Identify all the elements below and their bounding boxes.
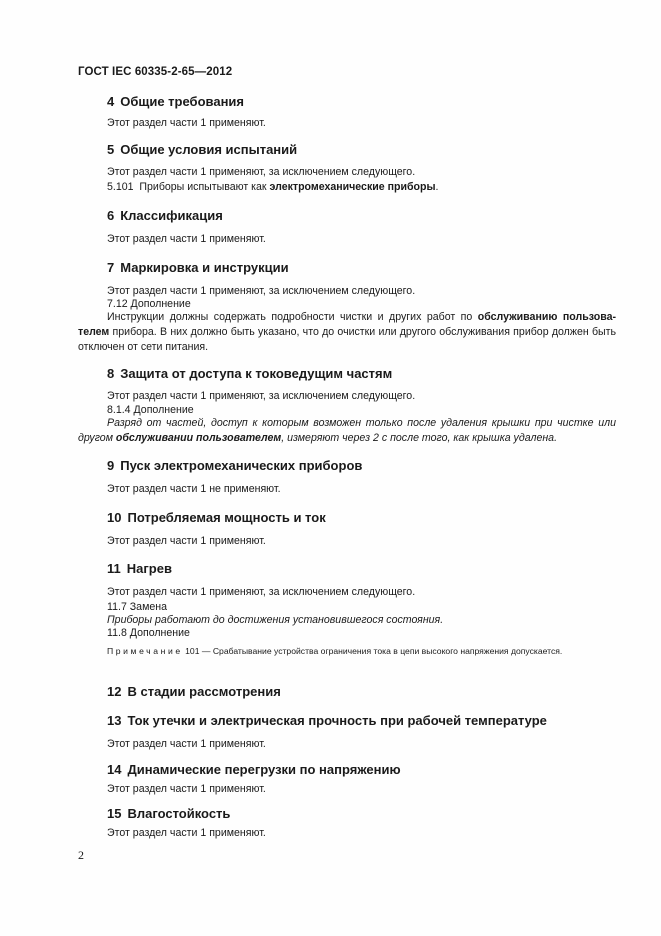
section-title: Пуск электромеханических приборов [120, 458, 363, 473]
clause-5-101: 5.101 Приборы испытывают как электромеханические приборы. [107, 181, 439, 193]
section-number: 5 [107, 142, 115, 157]
section-9-text: Этот раздел части 1 не применяют. [107, 483, 281, 495]
note-text: 101 — Срабатывание устройства ограничения тока в цепи высокого напряжения допускается. [182, 646, 563, 656]
section-number: 10 [107, 510, 122, 525]
section-number: 8 [107, 366, 115, 381]
section-number: 15 [107, 806, 122, 821]
clause-11-7-text: Приборы работают до достижения установившегося состояния. [107, 614, 444, 626]
section-number: 6 [107, 208, 115, 223]
section-number: 4 [107, 94, 115, 109]
section-title: Общие требования [120, 94, 244, 109]
section-title: Потребляемая мощность и ток [127, 510, 326, 525]
section-6-heading [107, 208, 223, 223]
section-title: Маркировка и инструкции [120, 260, 289, 275]
clause-8-1-4: 8.1.4 Дополнение [107, 404, 194, 416]
section-7-heading [107, 260, 289, 275]
section-10-text: Этот раздел части 1 применяют. [107, 535, 266, 547]
section-number: 13 [107, 713, 122, 728]
clause-11-8: 11.8 Дополнение [107, 627, 190, 639]
section-title: Классификация [120, 208, 223, 223]
section-8-heading [107, 366, 392, 381]
section-7-text: Этот раздел части 1 применяют, за исключением следующего. [107, 285, 416, 297]
section-number: 14 [107, 762, 122, 777]
document-header: ГОСТ IEC 60335-2-65—2012 [78, 66, 233, 78]
section-title: Защита от доступа к токоведущим частям [120, 366, 393, 381]
section-15-text: Этот раздел части 1 применяют. [107, 827, 266, 839]
section-title: Общие условия испытаний [120, 142, 298, 157]
section-title: Нагрев [126, 561, 172, 576]
note-label: Примечание [107, 646, 183, 656]
section-number: 7 [107, 260, 115, 275]
section-5-text: Этот раздел части 1 применяют, за исключением следующего. [107, 166, 416, 178]
section-number: 12 [107, 684, 122, 699]
section-14-heading [107, 762, 401, 777]
section-15-heading [107, 806, 230, 821]
section-8-text: Этот раздел части 1 применяют, за исключением следующего. [107, 390, 416, 402]
defined-term: электромеханические приборы [269, 181, 436, 193]
clause-7-12-paragraph: Инструкции должны содержать подробности чистки и других работ по обслуживанию пользова-телем прибора. В них должно быть указано, что до очистки или другого обслуживания прибор должен быть отключен от сети питания. [78, 311, 616, 353]
section-title: Ток утечки и электрическая прочность при рабочей температуре [127, 713, 547, 728]
note-101 [78, 645, 616, 658]
section-title: Влагостойкость [127, 806, 231, 821]
section-11-text: Этот раздел части 1 применяют, за исключением следующего. [107, 586, 416, 598]
section-5-heading [107, 142, 297, 157]
section-title: В стадии рассмотрения [127, 684, 281, 699]
section-title: Динамические перегрузки по напряжению [127, 762, 401, 777]
section-number: 11 [107, 561, 121, 576]
section-9-heading [107, 458, 362, 473]
section-10-heading [107, 510, 326, 525]
page-number: 2 [78, 848, 84, 862]
section-14-text: Этот раздел части 1 применяют. [107, 783, 266, 795]
clause-11-7: 11.7 Замена [107, 601, 167, 613]
section-number: 9 [107, 458, 115, 473]
section-6-text: Этот раздел части 1 применяют. [107, 233, 266, 245]
clause-7-12: 7.12 Дополнение [107, 298, 191, 310]
clause-8-1-4-paragraph: Разряд от частей, доступ к которым возможен только после удаления крышки при чистке или другом обслуживании пользователем, измеряют через 2 с после того, как крышка удалена. [78, 417, 616, 444]
section-12-heading [107, 684, 281, 699]
section-13-heading [107, 713, 547, 728]
section-4-heading [107, 94, 244, 109]
section-4-text: Этот раздел части 1 применяют. [107, 117, 266, 129]
section-13-text: Этот раздел части 1 применяют. [107, 738, 266, 750]
section-11-heading [107, 561, 172, 576]
